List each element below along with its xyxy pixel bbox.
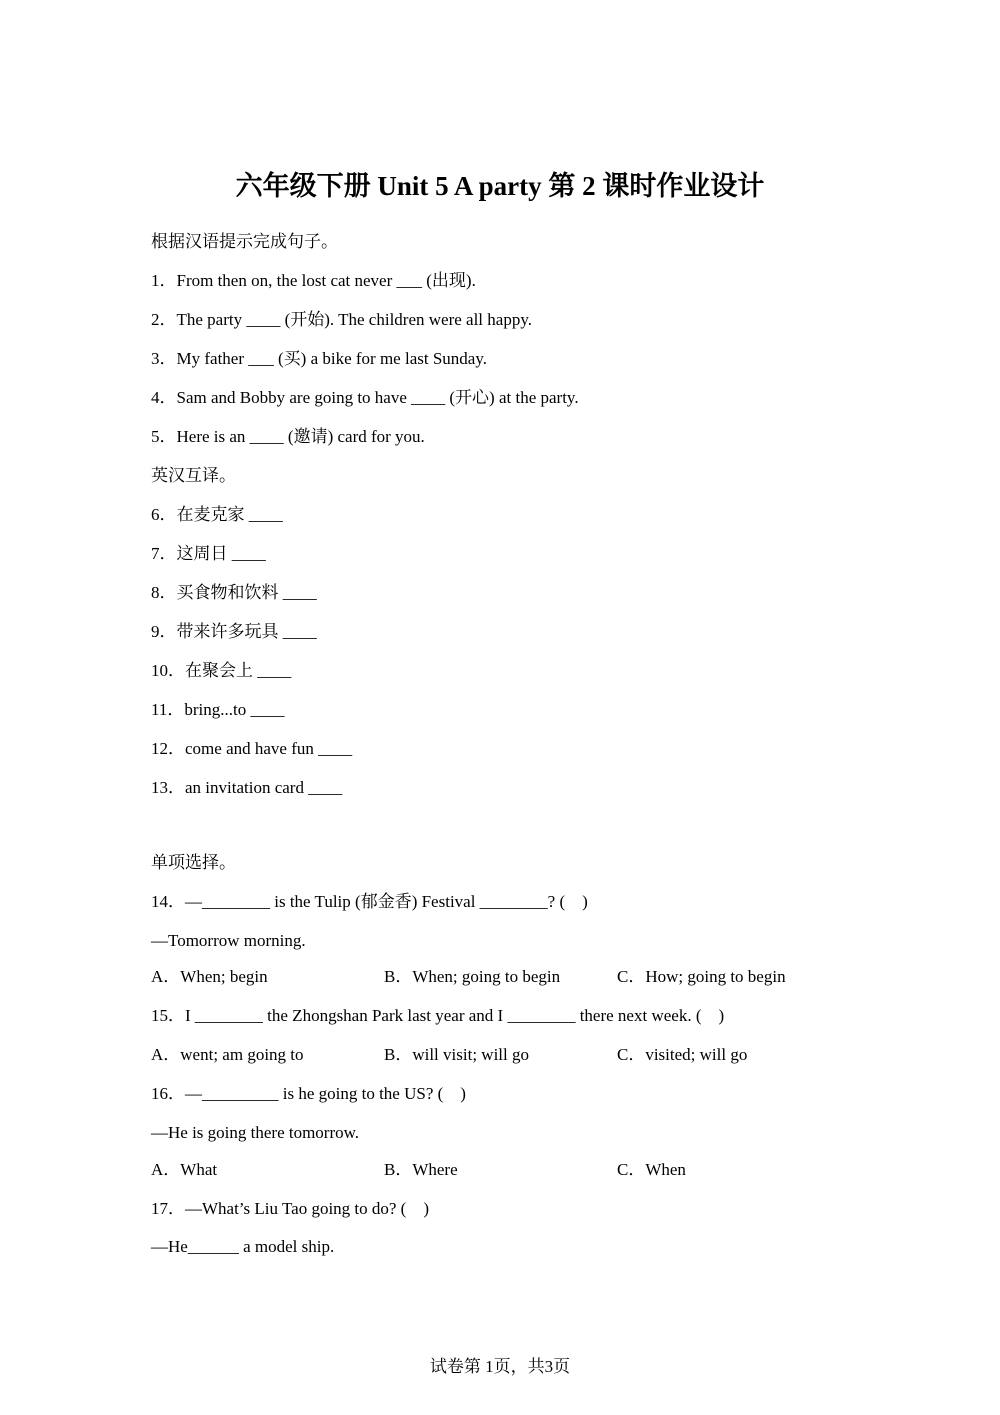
question-9: 9．带来许多玩具 ____ bbox=[151, 622, 317, 641]
question-14-option-c: C．How; going to begin bbox=[617, 967, 786, 986]
section-heading-translation: 英汉互译。 bbox=[151, 466, 236, 485]
question-1: 1．From then on, the lost cat never ___ (出现). bbox=[151, 271, 476, 290]
question-16-option-b: B．Where bbox=[384, 1160, 458, 1179]
question-16-option-a: A．What bbox=[151, 1160, 218, 1179]
section-heading-fill-in: 根据汉语提示完成句子。 bbox=[151, 232, 338, 251]
question-3: 3．My father ___ (买) a bike for me last Sunday. bbox=[151, 349, 487, 368]
question-17: 17．—What’s Liu Tao going to do? ( ) bbox=[151, 1199, 430, 1218]
question-4: 4．Sam and Bobby are going to have ____ (开心) at the party. bbox=[151, 388, 579, 407]
question-11: 11．bring...to ____ bbox=[151, 700, 285, 719]
question-7: 7．这周日 ____ bbox=[151, 544, 266, 563]
question-15: 15．I ________ the Zhongshan Park last year and I ________ there next week. ( ) bbox=[151, 1006, 725, 1025]
question-15-option-c: C．visited; will go bbox=[617, 1045, 748, 1064]
question-14-option-b: B．When; going to begin bbox=[384, 967, 561, 986]
question-16-option-c: C．When bbox=[617, 1160, 686, 1179]
page-title: 六年级下册 Unit 5 A party 第 2 课时作业设计 bbox=[235, 171, 765, 201]
question-14-option-a: A．When; begin bbox=[151, 967, 268, 986]
question-16: 16．—_________ is he going to the US? ( ) bbox=[151, 1084, 466, 1103]
question-17-answer: —He______ a model ship. bbox=[151, 1237, 335, 1256]
question-13: 13．an invitation card ____ bbox=[151, 778, 343, 797]
question-8: 8．买食物和饮料 ____ bbox=[151, 583, 317, 602]
question-2: 2．The party ____ (开始). The children were all happy. bbox=[151, 310, 532, 329]
section-heading-multiple-choice: 单项选择。 bbox=[151, 853, 236, 872]
question-10: 10．在聚会上 ____ bbox=[151, 661, 292, 680]
question-6: 6．在麦克家 ____ bbox=[151, 505, 283, 524]
question-16-answer: —He is going there tomorrow. bbox=[151, 1123, 360, 1142]
question-15-option-b: B．will visit; will go bbox=[384, 1045, 529, 1064]
question-5: 5．Here is an ____ (邀请) card for you. bbox=[151, 427, 425, 446]
question-14: 14．—________ is the Tulip (郁金香) Festival ________? ( ) bbox=[151, 892, 588, 911]
question-14-answer: —Tomorrow morning. bbox=[151, 931, 306, 950]
page-footer: 试卷第 1页，共3页 bbox=[429, 1357, 571, 1376]
question-15-option-a: A．went; am going to bbox=[151, 1045, 304, 1064]
question-12: 12．come and have fun ____ bbox=[151, 739, 353, 758]
